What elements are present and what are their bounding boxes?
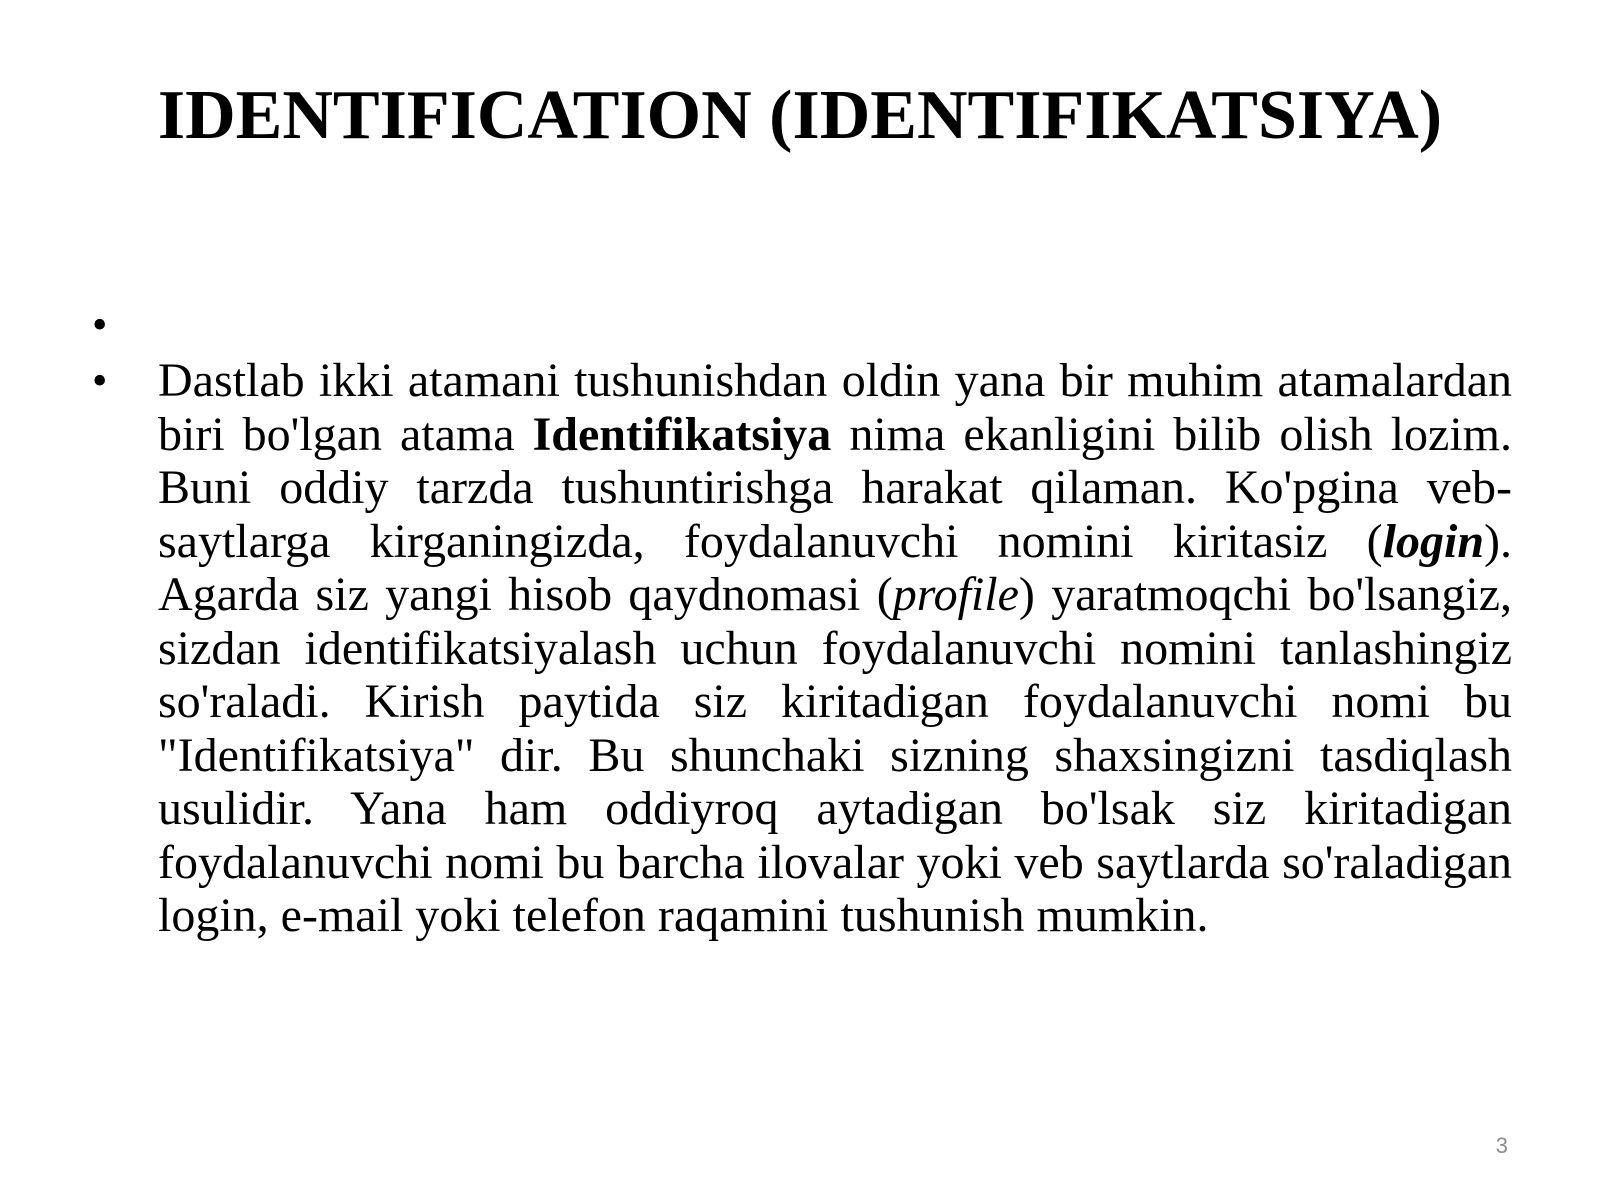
slide-title: IDENTIFICATION (IDENTIFIKATSIYA) xyxy=(157,77,1443,154)
bullet-item-identification-paragraph xyxy=(92,354,1512,943)
paragraph-text-part: Dastlab ikki atamani tushunishdan oldin yana bir muhim atamalardan biri bo'lgan atama xyxy=(158,354,1512,461)
empty-bullet-item xyxy=(92,298,1512,350)
login-term: login xyxy=(1382,514,1485,568)
identifikatsiya-term: Identifikatsiya xyxy=(532,407,832,461)
paragraph-text-part: ) yaratmoqchi bo'lsangiz, sizdan identifikatsiyalash uchun foydalanuvchi nomini tanlashingiz so'raladi. Kirish paytida siz kiritadigan foydalanuvchi nomi bu "Identifikatsiya" dir. Bu shunchaki sizning shaxsingizni tasdiqlash usulidir. Yana ham oddiyroq aytadigan bo'lsak siz kiritadigan foydalanuvchi nomi bu barcha ilovalar yoki veb saytlarda so'raladigan login, e-mail yoki telefon raqamini tushunish mumkin. xyxy=(158,568,1513,942)
bullet-icon: • xyxy=(92,356,108,405)
page-number: 3 xyxy=(1495,1133,1508,1158)
paragraph-text-part: nima ekanligini bilib olish lozim. Buni oddiy tarzda tushuntirishga harakat qilaman. Ko'pgina veb-saytlarga kirganingizda, foydalanuvchi nomini kiritasiz ( xyxy=(158,407,1513,568)
profile-term: profile xyxy=(892,568,1019,621)
paragraph-text-part: ). Agarda siz yangi hisob qaydnomasi ( xyxy=(158,514,1512,621)
bullet-icon: • xyxy=(92,300,108,349)
bullet-list xyxy=(92,298,1512,943)
